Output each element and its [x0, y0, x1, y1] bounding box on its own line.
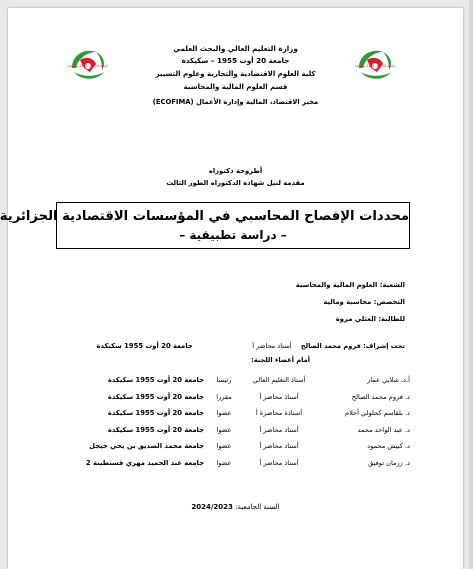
jury-member-university: جامعة 20 أوت 1955 سكيكدة [107, 392, 204, 401]
table-row [58, 405, 410, 422]
thesis-subtitle: – دراسة تطبيقية – [179, 228, 287, 242]
table-row [58, 422, 410, 439]
jury-table [58, 372, 410, 471]
jury-member-university: جامعة 20 أوت 1955 سكيكدة [107, 376, 204, 385]
jury-member-role: عضوا [216, 458, 232, 467]
jury-member-name: د. فروم محمد الصالح [351, 392, 410, 401]
document-page [0, 8, 463, 569]
thesis-title-box [0, 202, 410, 249]
table-row [58, 372, 410, 389]
supervision-row [53, 342, 405, 350]
jury-member-name: د. عبد الواحد محمد [357, 425, 410, 434]
jury-member-university: جامعة محمد الصديق بن يحي جيجل [89, 442, 204, 451]
logo-left-text: جامعة 20 أوت 1955 سكيكدة [67, 64, 109, 68]
student-label: للطالبة: العثلي مروة [335, 315, 405, 323]
jury-member-rank: أستاذ محاضر أ [259, 392, 299, 401]
branch-label: الشعبة: العلوم المالية والمحاسبة [295, 281, 405, 289]
academic-year [8, 503, 463, 511]
jury-member-role: عضوا [216, 425, 232, 434]
jury-member-rank: أستاذ التعليم العالي [252, 376, 306, 385]
jury-member-name: أ.د. شلابي عمار [367, 376, 410, 385]
jury-member-rank: أستاذ محاضر أ [259, 458, 299, 467]
table-row [58, 455, 410, 472]
supervisor-rank: أستاذ محاضر أ [252, 342, 292, 350]
academic-year-label: السنة الجامعية: [235, 503, 280, 511]
academic-year-value: 2024/2023 [191, 503, 233, 511]
jury-member-role: عضوا [216, 409, 232, 418]
ministry-name: وزارة التعليم العالي والبحث العلمي [173, 44, 298, 53]
jury-member-role: مقررا [216, 392, 232, 401]
specialty-label: التخصص: محاسبة ومالية [323, 298, 405, 306]
viewer-edge [469, 0, 473, 569]
department-name: قسم العلوم المالية والمحاسبة [183, 83, 288, 91]
table-row [58, 438, 410, 455]
table-row [58, 389, 410, 406]
jury-member-name: د. بلقاسم كحلولي أحلام [344, 409, 410, 418]
jury-member-role: عضوا [216, 442, 232, 451]
logo-right-text: جامعة 20 أوت 1955 سكيكدة [354, 64, 396, 68]
jury-member-role: رئيسا [216, 376, 232, 385]
jury-title: أمام أعضاء اللجنة: [251, 356, 310, 364]
faculty-name: كلية العلوم الاقتصادية والتجارية وعلوم التسيير [155, 70, 316, 78]
thesis-type: أطروحة دكتوراه [208, 167, 263, 175]
laboratory-name: مخبر الاقتصاد، المالية وإدارة الأعمال (ECOFIMA) [152, 98, 319, 106]
jury-member-university: جامعة عبد الحميد مهري قسنطينة 2 [85, 458, 204, 467]
jury-member-rank: أستاذة محاضرة أ [255, 409, 303, 418]
university-name: جامعة 20 أوت 1955 – سكيكدة [181, 56, 290, 65]
jury-member-name: د. زرمان توفيق [368, 458, 410, 467]
thesis-purpose: مقدمة لنيل شهادة الدكتوراه الطور الثالث [166, 179, 305, 187]
jury-member-rank: أستاذ محاضر أ [259, 425, 299, 434]
jury-member-university: جامعة 20 أوت 1955 سكيكدة [107, 425, 204, 434]
supervisor-label: تحت إشراف: فروم محمد الصالح [300, 342, 405, 350]
jury-member-rank: أستاذ محاضر أ [259, 442, 299, 451]
jury-member-university: جامعة 20 أوت 1955 سكيكدة [107, 409, 204, 418]
supervisor-university: جامعة 20 أوت 1955 سكيكدة [96, 342, 193, 350]
jury-member-name: د. كبيش محمود [367, 442, 410, 451]
thesis-title: محددات الإفصاح المحاسبي في المؤسسات الاقتصادية الجزائرية [0, 209, 409, 224]
